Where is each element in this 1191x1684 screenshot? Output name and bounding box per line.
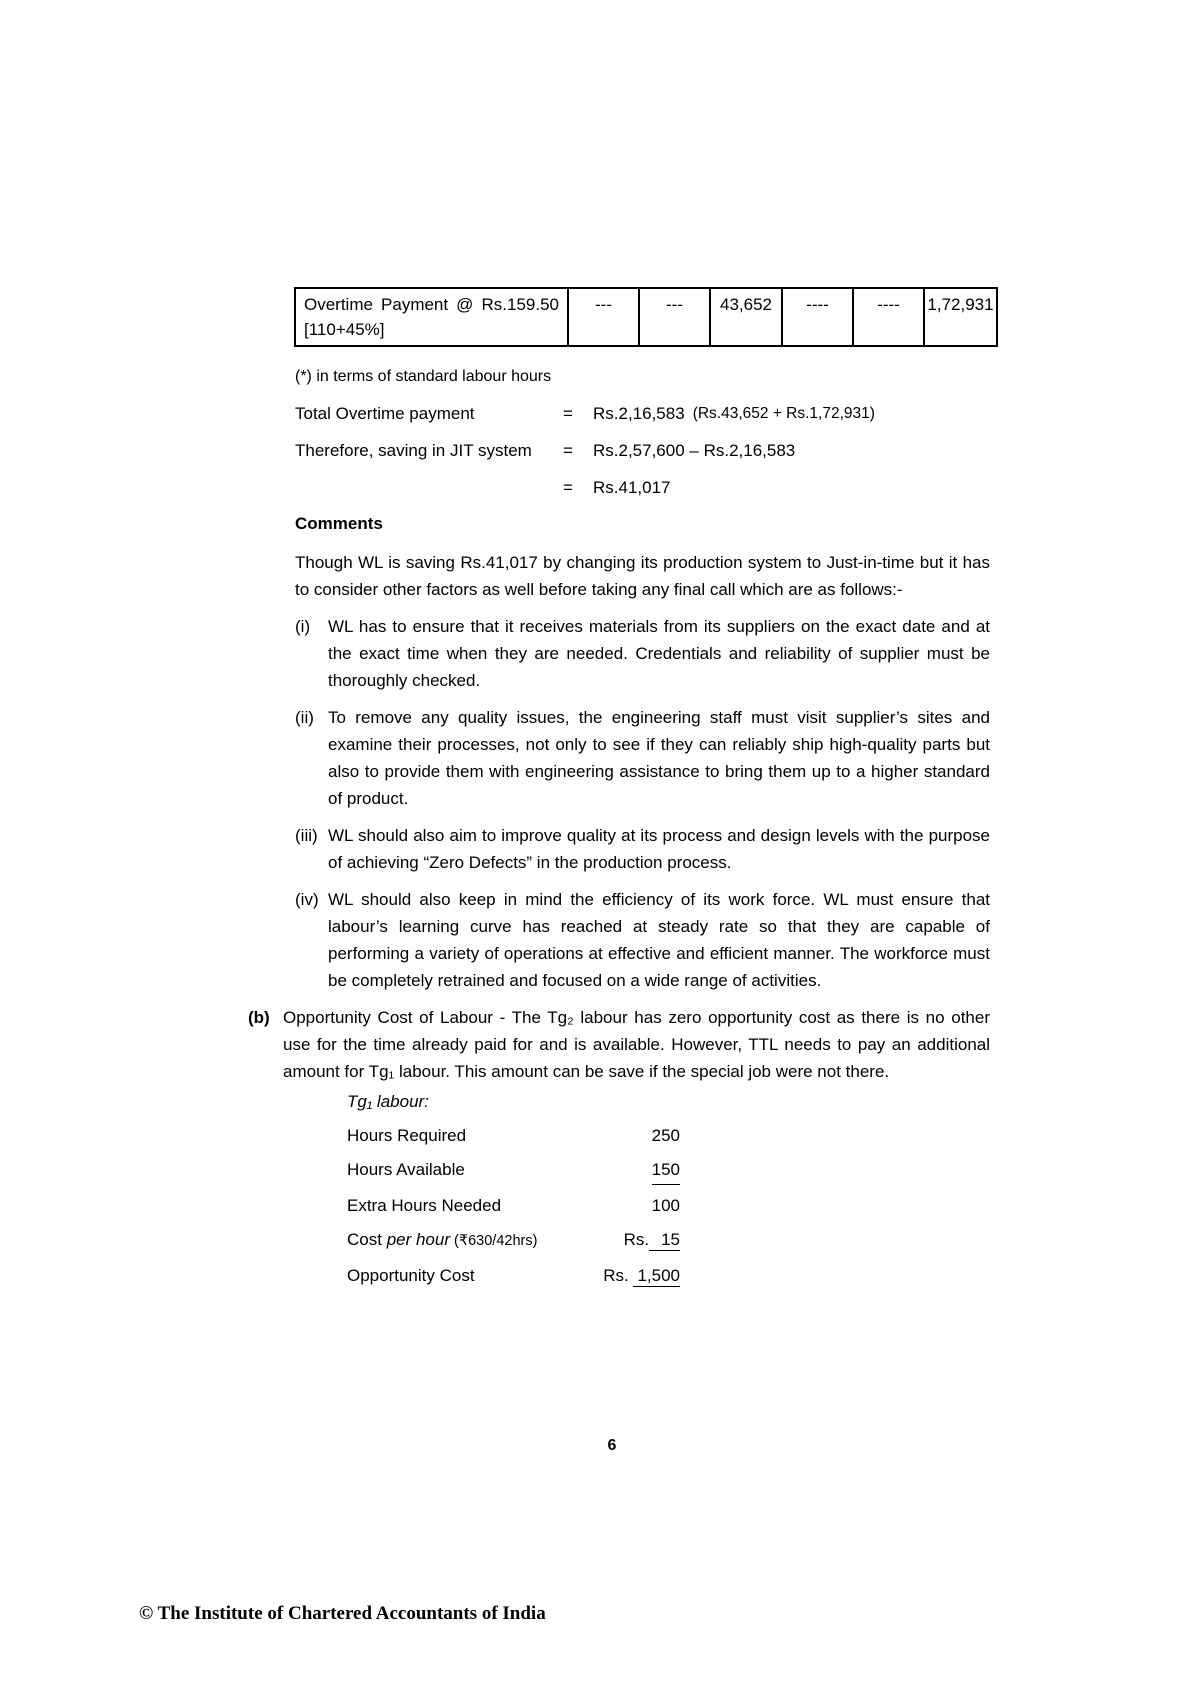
- labour-row: [347, 1262, 680, 1289]
- part-b-text: Opportunity Cost of Labour - The Tg₂ labour has zero opportunity cost as there is no other use for the time already paid for and is available. However, TTL needs to pay an additional amount for Tg₁ labour. This amount can be save if the special job were not there.: [283, 1008, 990, 1081]
- table-label-line2: [110+45%]: [304, 320, 385, 339]
- labour-row-value: 100: [651, 1196, 680, 1215]
- labour-row: [347, 1122, 680, 1149]
- labour-row: [347, 1156, 680, 1185]
- footer-copyright: © The Institute of Chartered Accountants of India: [139, 1603, 546, 1624]
- equation-row: [295, 474, 998, 501]
- equation-detail: (Rs.43,652 + Rs.1,72,931): [692, 405, 875, 422]
- item-text: WL has to ensure that it receives materials from its suppliers on the exact date and at the exact time when they are needed. Credentials and reliability of supplier must be thoroughly checked.: [328, 617, 990, 690]
- table-label-line1: Overtime Payment @ Rs.159.50: [304, 295, 559, 314]
- labour-row-value: 150: [652, 1156, 680, 1185]
- labour-row-label: Hours Required: [347, 1126, 467, 1145]
- item-marker: (i): [295, 617, 311, 636]
- equation-label: Therefore, saving in JIT system: [295, 441, 532, 460]
- overtime-table: [294, 287, 998, 347]
- page-number: 6: [607, 1437, 617, 1454]
- equation-label: Total Overtime payment: [295, 404, 475, 423]
- item-text: WL should also aim to improve quality at its process and design levels with the purpose of achieving “Zero Defects” in the production process.: [328, 826, 990, 872]
- comments-heading: Comments: [295, 514, 383, 533]
- equation-label: [295, 474, 563, 501]
- labour-row: [347, 1226, 680, 1255]
- labour-row-value: Rs. 15: [623, 1230, 680, 1249]
- labour-row-label: Extra Hours Needed: [347, 1196, 502, 1215]
- list-item: [295, 886, 990, 994]
- labour-row-label: Hours Available: [347, 1160, 465, 1179]
- item-text: WL should also keep in mind the efficiency of its work force. WL must ensure that labour’s learning curve has reached at steady rate so that they are capable of performing a variety of operations at effective and efficient manner. The workforce must be completely retrained and focused on a wide range of activities.: [328, 890, 990, 990]
- table-value-cell: ---: [638, 289, 709, 345]
- footnote: (*) in terms of standard labour hours: [295, 368, 552, 385]
- item-text: To remove any quality issues, the engineering staff must visit supplier’s sites and examine their processes, not only to see if they can reliably ship high-quality parts but also to provide them with engineering assistance to bring them up to a higher standard of product.: [328, 708, 990, 808]
- list-item: [295, 704, 990, 812]
- item-marker: (iv): [295, 890, 319, 909]
- table-value-cell: 43,652: [709, 289, 781, 345]
- equation-value: Rs.2,16,583: [593, 404, 685, 423]
- equation-value: Rs.41,017: [593, 478, 671, 497]
- labour-row-label: Cost per hour (₹630/42hrs): [347, 1230, 538, 1249]
- list-item: [295, 613, 990, 694]
- equation-row: [295, 437, 998, 464]
- table-value-cell: ----: [852, 289, 923, 345]
- part-b-marker: (b): [248, 1008, 270, 1027]
- table-value-cell: 1,72,931: [923, 289, 996, 345]
- equals-sign: =: [563, 441, 573, 460]
- equals-sign: =: [563, 478, 573, 497]
- equation-row: [295, 400, 998, 427]
- item-marker: (iii): [295, 826, 318, 845]
- equation-value: Rs.2,57,600 – Rs.2,16,583: [593, 441, 796, 460]
- table-label-cell: [296, 289, 567, 345]
- table-value-cell: ----: [781, 289, 852, 345]
- comments-intro: Though WL is saving Rs.41,017 by changing its production system to Just-in-time but it has to consider other factors as well before taking any final call which are as follows:-: [295, 553, 990, 599]
- table-value-cell: ---: [567, 289, 638, 345]
- labour-row-value: 250: [651, 1126, 680, 1145]
- labour-row-value: Rs. 1,500: [603, 1266, 680, 1285]
- item-marker: (ii): [295, 708, 314, 727]
- equals-sign: =: [563, 404, 573, 423]
- list-item: [295, 822, 990, 876]
- labour-row: [347, 1192, 680, 1219]
- labour-row-label: Opportunity Cost: [347, 1266, 475, 1285]
- part-b-section: [248, 1004, 990, 1085]
- labour-heading: Tg₁ labour:: [347, 1092, 429, 1111]
- content-column: [248, 287, 998, 1289]
